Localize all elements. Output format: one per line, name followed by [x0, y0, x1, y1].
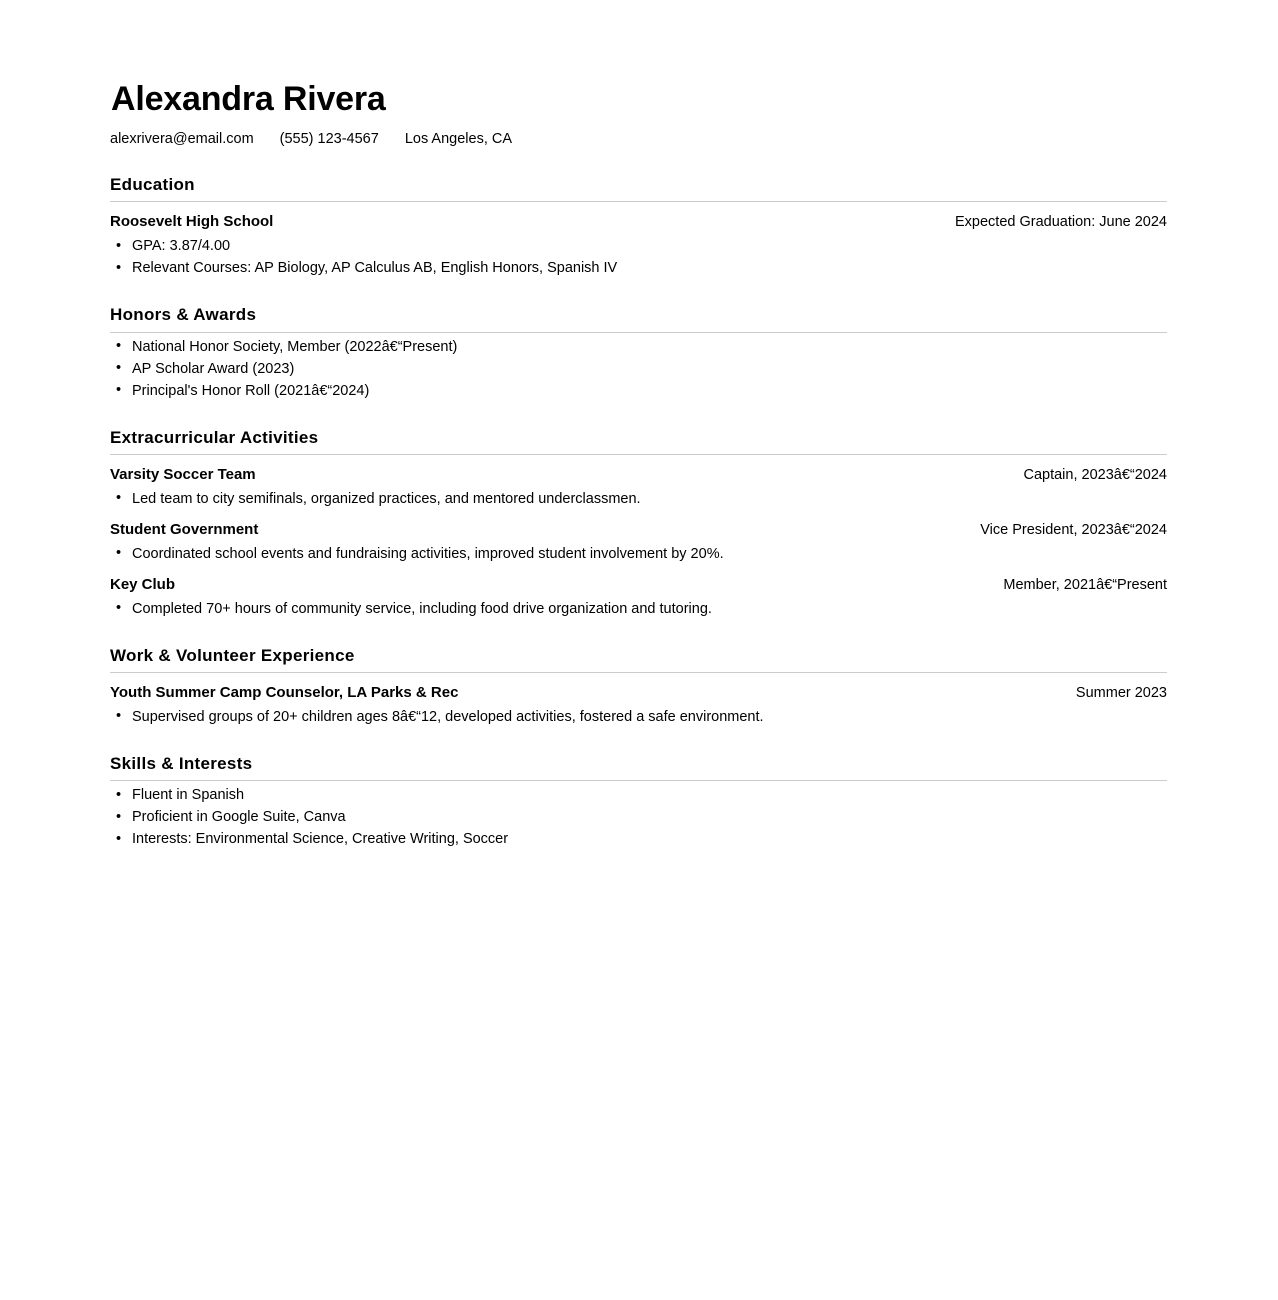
candidate-name: Alexandra Rivera — [111, 80, 386, 118]
entry-youth-summer-camp-counselor — [110, 683, 1167, 728]
contact-location: Los Angeles, CA — [404, 131, 513, 148]
entry-date: Captain, 2023â€“2024 — [1023, 467, 1167, 484]
entry-date: Vice President, 2023â€“2024 — [980, 521, 1167, 538]
section-divider — [110, 672, 1167, 673]
contact-line — [110, 130, 1167, 149]
honors-bullet-list — [110, 336, 1167, 402]
list-item: • National Honor Society, Member (2022â€“Present) — [110, 336, 1167, 358]
section-heading-skills-interests: Skills & Interests — [110, 753, 253, 773]
entry-bullet-list — [110, 543, 1167, 565]
section-divider — [110, 454, 1167, 455]
contact-phone: (555) 123-4567 — [279, 131, 379, 148]
entry-varsity-soccer-team — [110, 465, 1167, 510]
entry-header — [110, 212, 1167, 232]
entry-header — [110, 575, 1167, 595]
list-item: • Interests: Environmental Science, Creative Writing, Soccer — [110, 828, 1167, 850]
entry-key-club — [110, 575, 1167, 620]
entry-title: Key Club — [110, 575, 176, 593]
entry-header — [110, 465, 1167, 485]
entry-bullet-list — [110, 235, 1167, 279]
list-item: • GPA: 3.87/4.00 — [110, 235, 1167, 257]
entry-student-government — [110, 520, 1167, 565]
section-work-volunteer-experience — [110, 646, 1167, 728]
list-item: • Proficient in Google Suite, Canva — [110, 806, 1167, 828]
entry-date: Summer 2023 — [1075, 685, 1167, 702]
section-heading-honors-awards: Honors & Awards — [110, 305, 257, 325]
section-skills-interests — [110, 754, 1167, 850]
section-honors-awards — [110, 305, 1167, 401]
section-divider — [110, 201, 1167, 202]
entry-bullet-list — [110, 488, 1167, 510]
entry-bullet-list — [110, 598, 1167, 620]
section-heading-work-volunteer-experience: Work & Volunteer Experience — [110, 645, 355, 665]
entry-header — [110, 520, 1167, 540]
section-divider — [110, 332, 1167, 333]
section-education — [110, 175, 1167, 279]
list-item: • Supervised groups of 20+ children ages 8â€“12, developed activities, fostered a safe environment. — [110, 706, 1167, 728]
section-extracurricular-activities — [110, 428, 1167, 620]
section-heading-extracurricular-activities: Extracurricular Activities — [110, 427, 319, 447]
list-item: • Coordinated school events and fundraising activities, improved student involvement by 20%. — [110, 543, 1167, 565]
entry-roosevelt-high-school — [110, 212, 1167, 279]
list-item: • Led team to city semifinals, organized practices, and mentored underclassmen. — [110, 488, 1167, 510]
entry-date: Expected Graduation: June 2024 — [954, 214, 1167, 231]
list-item: • Completed 70+ hours of community service, including food drive organization and tutoring. — [110, 598, 1167, 620]
list-item: • Relevant Courses: AP Biology, AP Calculus AB, English Honors, Spanish IV — [110, 257, 1167, 279]
list-item: • Principal's Honor Roll (2021â€“2024) — [110, 380, 1167, 402]
entry-date: Member, 2021â€“Present — [1003, 576, 1167, 593]
entry-header — [110, 683, 1167, 703]
section-heading-education: Education — [110, 174, 195, 194]
skills-bullet-list — [110, 784, 1167, 850]
entry-title: Roosevelt High School — [110, 213, 274, 231]
list-item: • Fluent in Spanish — [110, 784, 1167, 806]
entry-title: Varsity Soccer Team — [110, 466, 256, 484]
entry-title: Student Government — [110, 520, 259, 538]
contact-email: alexrivera@email.com — [110, 131, 254, 148]
list-item: • AP Scholar Award (2023) — [110, 358, 1167, 380]
entry-bullet-list — [110, 706, 1167, 728]
section-divider — [110, 780, 1167, 781]
entry-title: Youth Summer Camp Counselor, LA Parks & Rec — [110, 684, 459, 702]
